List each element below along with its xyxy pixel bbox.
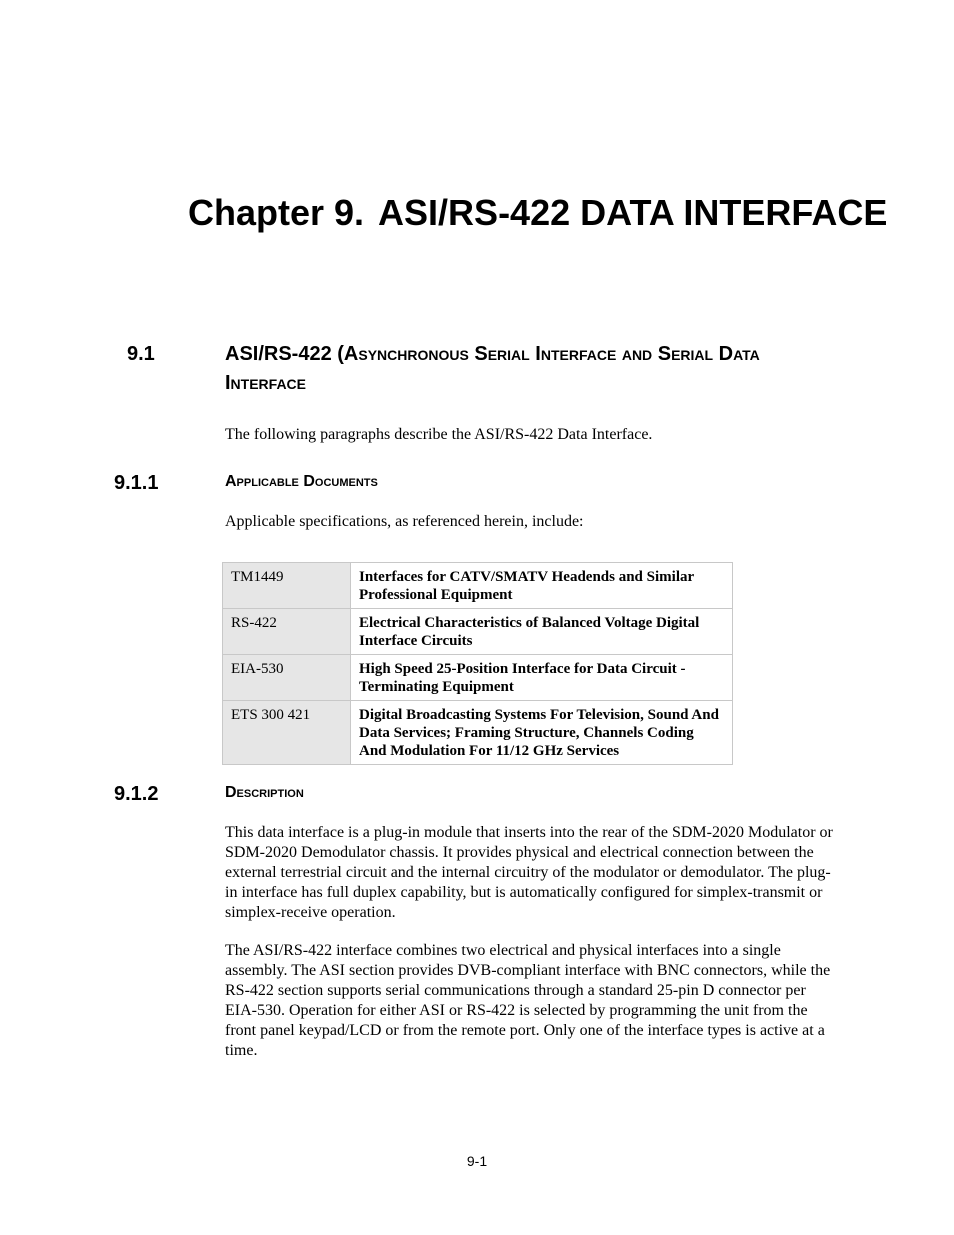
- document-code: ETS 300 421: [223, 701, 351, 765]
- section-9-1-1-intro: Applicable specifications, as referenced herein, include:: [225, 513, 584, 530]
- chapter-name: ASI/RS-422 DATA INTERFACE: [378, 192, 888, 233]
- section-9-1-2-number: 9.1.2: [114, 783, 159, 805]
- section-9-1-title: ASI/RS-422 (Asynchronous Serial Interface and Serial Data Interface: [225, 343, 760, 394]
- section-9-1-2-title: Description: [225, 784, 304, 801]
- section-9-1-intro: The following paragraphs describe the ASI/RS-422 Data Interface.: [225, 426, 653, 443]
- page-number: 9-1: [466, 1153, 488, 1169]
- document-title: Digital Broadcasting Systems For Television, Sound And Data Services; Framing Structure, Channels Coding And Modulation For 11/12 GHz Services: [351, 701, 733, 765]
- chapter-title: [188, 190, 887, 236]
- document-title: Interfaces for CATV/SMATV Headends and Similar Professional Equipment: [351, 563, 733, 609]
- table-row: [223, 701, 733, 765]
- section-9-1-1-number: 9.1.1: [114, 472, 159, 494]
- table-row: [223, 563, 733, 609]
- section-9-1-1-title: Applicable Documents: [225, 473, 378, 490]
- document-code: RS-422: [223, 609, 351, 655]
- document-code: TM1449: [223, 563, 351, 609]
- applicable-documents-table: [222, 562, 733, 765]
- document-title: Electrical Characteristics of Balanced Voltage Digital Interface Circuits: [351, 609, 733, 655]
- description-paragraph-1: This data interface is a plug-in module that inserts into the rear of the SDM-2020 Modulator or SDM-2020 Demodulator chassis. It provides physical and electrical connection between the external terrestrial circuit and the internal circuitry of the modulator or demodulator. The plug-in interface has full duplex capability, but is automatically configured for simplex-transmit or simplex-receive operation.: [225, 824, 833, 921]
- table-row: [223, 655, 733, 701]
- section-9-1-number: 9.1: [127, 343, 155, 365]
- table-row: [223, 609, 733, 655]
- document-code: EIA-530: [223, 655, 351, 701]
- document-title: High Speed 25-Position Interface for Data Circuit - Terminating Equipment: [351, 655, 733, 701]
- description-paragraph-2: The ASI/RS-422 interface combines two electrical and physical interfaces into a single assembly. The ASI section provides DVB-compliant interface with BNC connectors, while the RS-422 section supports serial communications through a standard 25-pin D connector per EIA-530. Operation for either ASI or RS-422 is selected by programming the unit from the front panel keypad/LCD or from the remote port. Only one of the interface types is active at a time.: [225, 942, 831, 1059]
- chapter-label: Chapter 9.: [188, 192, 365, 233]
